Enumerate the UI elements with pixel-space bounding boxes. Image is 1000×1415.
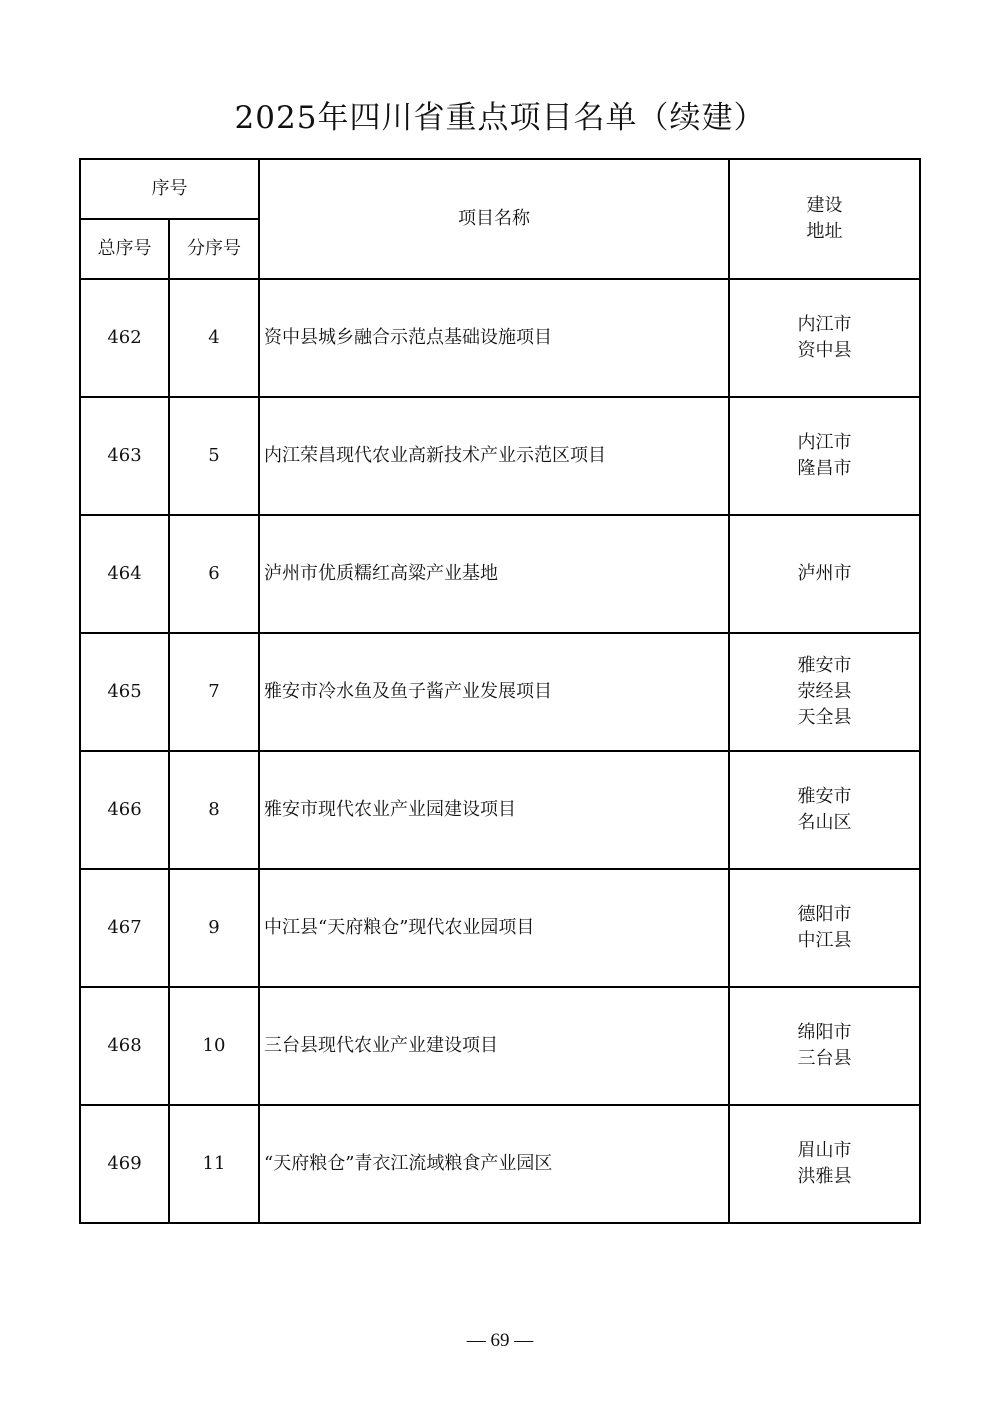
sub-seq-cell: 4	[169, 279, 259, 397]
project-name-cell: 雅安市现代农业产业园建设项目	[259, 751, 729, 869]
location-cell	[729, 515, 920, 633]
sub-seq-cell: 11	[169, 1105, 259, 1223]
page-title: 2025年四川省重点项目名单（续建）	[234, 100, 766, 136]
table-row	[80, 751, 920, 869]
location-line: 眉山市	[797, 1140, 852, 1161]
total-seq-cell: 462	[80, 279, 169, 397]
location-cell	[729, 751, 920, 869]
location-line: 名山区	[797, 812, 852, 833]
header-sub-seq: 分序号	[169, 219, 259, 279]
header-seq-group: 序号	[80, 159, 259, 219]
location-line: 内江市	[797, 314, 852, 335]
table-row	[80, 515, 920, 633]
location-cell	[729, 397, 920, 515]
page-number: — 69 —	[466, 1330, 534, 1351]
total-seq-cell: 469	[80, 1105, 169, 1223]
sub-seq-cell: 9	[169, 869, 259, 987]
project-name-cell: 雅安市冷水鱼及鱼子酱产业发展项目	[259, 633, 729, 751]
project-name-cell: 泸州市优质糯红高粱产业基地	[259, 515, 729, 633]
table-row	[80, 397, 920, 515]
table-row	[80, 633, 920, 751]
total-seq-cell: 463	[80, 397, 169, 515]
sub-seq-cell: 7	[169, 633, 259, 751]
total-seq-cell: 464	[80, 515, 169, 633]
location-line: 绵阳市	[797, 1022, 852, 1043]
location-line: 洪雅县	[797, 1166, 852, 1187]
header-location	[729, 159, 920, 279]
location-line: 隆昌市	[797, 458, 852, 479]
location-line: 雅安市	[797, 655, 852, 676]
header-project-name: 项目名称	[259, 159, 729, 279]
project-name-cell: 资中县城乡融合示范点基础设施项目	[259, 279, 729, 397]
location-cell	[729, 279, 920, 397]
header-row-1	[80, 159, 920, 219]
location-line: 资中县	[797, 340, 852, 361]
total-seq-cell: 467	[80, 869, 169, 987]
location-cell	[729, 633, 920, 751]
sub-seq-cell: 6	[169, 515, 259, 633]
location-cell	[729, 1105, 920, 1223]
table-row	[80, 869, 920, 987]
location-line: 天全县	[797, 707, 852, 728]
header-location-line-2: 地址	[806, 221, 843, 242]
total-seq-cell: 468	[80, 987, 169, 1105]
total-seq-cell: 465	[80, 633, 169, 751]
table-body	[80, 159, 920, 1223]
location-line: 雅安市	[797, 786, 852, 807]
location-line: 德阳市	[797, 904, 852, 925]
project-name-cell: 三台县现代农业产业建设项目	[259, 987, 729, 1105]
header-total-seq: 总序号	[80, 219, 169, 279]
location-line: 三台县	[797, 1048, 852, 1069]
table-row	[80, 279, 920, 397]
location-line: 中江县	[797, 930, 852, 951]
sub-seq-cell: 8	[169, 751, 259, 869]
location-line: 荥经县	[797, 681, 852, 702]
location-line: 内江市	[797, 432, 852, 453]
table-row	[80, 1105, 920, 1223]
location-cell	[729, 869, 920, 987]
table-row	[80, 987, 920, 1105]
location-cell	[729, 987, 920, 1105]
header-location-line-1: 建设	[806, 195, 843, 216]
project-name-cell: “天府粮仓”青衣江流域粮食产业园区	[259, 1105, 729, 1223]
sub-seq-cell: 5	[169, 397, 259, 515]
project-table	[79, 158, 921, 1224]
project-name-cell: 中江县“天府粮仓”现代农业园项目	[259, 869, 729, 987]
location-line: 泸州市	[797, 563, 852, 584]
project-name-cell: 内江荣昌现代农业高新技术产业示范区项目	[259, 397, 729, 515]
total-seq-cell: 466	[80, 751, 169, 869]
sub-seq-cell: 10	[169, 987, 259, 1105]
